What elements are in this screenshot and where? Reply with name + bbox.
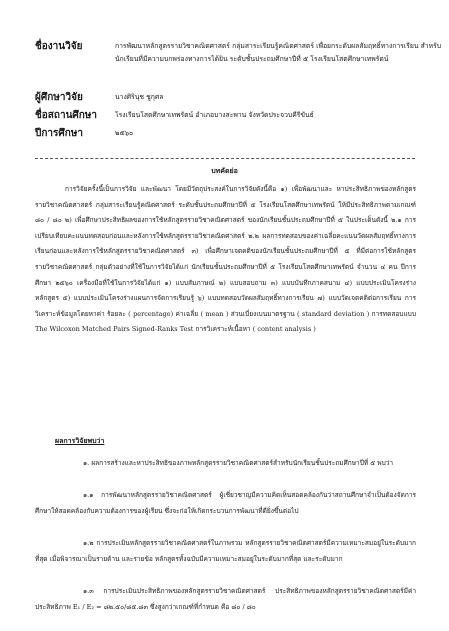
results-paragraph-1: ๑. ผลการสร้างและหาประสิทธิของภาพหลักสูตรรายวิชาคณิตศาสตร์สำหรับนักเรียนชั้นประถมศึกษาปีที่ ๕ พบว่า [83,459,394,467]
results-paragraph-1-1: ๑.๑ การพัฒนาหลักสูตรรายวิชาคณิตศาสตร์ ผู้เชี่ยวชาญมีความคิดเห็นสอดคล้องกันว่าสถานศึกษาจำเป็นต้องจัดการศึกษาให้สอดคล้องกับความต้องการของผู้เรียน ซึ่งจะก่อให้เกิดกระบวนการพัฒนาที่ดียิ่งขึ้นต่อไป [35,491,416,515]
school-value: โรงเรียนโสตศึกษาเทพรัตน์ อำเภอบางสะพาน จังหวัดประจวบคีรีขันธ์ [115,111,314,119]
title-value: การพัฒนาหลักสูตรรายวิชาคณิตศาสตร์ กลุ่มสาระเรียนรู้คณิตศาสตร์ เพื่อยกระดับผลสัมฤทธิ์ทางการเรียน สำหรับนักเรียนที่มีความบกพร่องทางการได้ยิน ระดับชั้นประถมศึกษาปีที่ ๕ โรงเรียนโสตศึกษาเทพรัตน์ [115,42,442,63]
title-label: ชื่องานวิจัย [35,41,83,52]
researcher-label: ผู้ศึกษาวิจัย [35,92,83,103]
abstract-paragraph-objectives: การวิจัยครั้งนี้เป็นการวิจัย และพัฒนา โดยมีวัตถุประสงค์ในการวิจัยดังนี้คือ ๑) เพื่อพัฒนาและ หาประสิทธิภาพของหลักสูตรรายวิชาคณิตศาสตร์ กลุ่มสาระเรียนรู้คณิตศาสตร์ ระดับชั้นประถมศึกษาปีที่ ๕ โรงเรียนโสตศึกษาเทพรัตน์ ให้มีประสิทธิภาพตามเกณฑ์ ๘๐ / ๘๐ ๒) เพื่อศึกษาประสิทธิผลของการใช้หลักสูตรรายวิชาคณิตศาสตร์ ของนักเรียนชั้นประถมศึกษาปีที่ ๕ ในประเด็นดังนี้ ๒.๑ การเปรียบเทียบคะแนนทดสอบก่อนและหลังการใช้หลักสูตรรายวิชาคณิตศาสตร์ ๒.๒ ผลการทดสอบของค่าเฉลี่ยคะแนนวัดผลสัมฤทธิ์ทางการเรียนก่อนและหลังการใช้หลักสูตรรายวิชาคณิตศาสตร์ ๓) เพื่อศึกษาเจตคติของนักเรียนชั้นประถมศึกษาปีที่ ๕ ที่มีต่อการใช้หลักสูตรรายวิชาคณิตศาสตร์ กลุ่มตัวอย่างที่ใช้ในการวิจัยได้แก่ นักเรียนชั้นประถมศึกษาปีที่ ๕ โรงเรียนโสตศึกษาเทพรัตน์ จำนวน ๔ คน ปีการศึกษา ๒๕๖๐ เครื่องมือที่ใช้ในการวิจัยได้แก่ ๑) แบบสัมภาษณ์ ๒) แบบสอบถาม ๓) แบบบันทึกภาคสนาม ๔) แบบประเมินโครงร่างหลักสูตร ๕) แบบประเมินโครงร่างแผนการจัดการเรียนรู้ ๖) แบบทดสอบวัดผลสัมฤทธิ์ทางการเรียน ๗) แบบวัดเจตคติต่อการเรียน การวิเคราะห์ข้อมูลโดยหาค่า ร้อยละ ( percentage) ค่าเฉลี่ย ( mean ) ส่วนเบี่ยงเบนมาตรฐาน ( standard deviation ) การทดสอบแบบ The Wilcoxon Matched Pairs Signed-Ranks Test การวิเคราะห์เนื้อหา ( content analysis ) [35,185,416,334]
school-label: ชื่อสถานศึกษา [35,110,98,121]
results-heading: ผลการวิจัยพบว่า [55,437,105,445]
year-label: ปีการศึกษา [35,128,83,139]
researcher-value: นางศิรินุช ชูกุศล [115,93,164,101]
results-paragraph-1-2: ๑.๒ การประเมินหลักสูตรรายวิชาคณิตศาสตร์ในภาพรวม หลักสูตรรายวิชาคณิตศาสตร์มีความเหมาะสมอยู่ในระดับมากที่สุด เมื่อพิจารณาเป็นรายด้าน และรายข้อ หลักสูตรทั้งฉบับมีความเหมาะสมอยู่ในระดับมากที่สุด และระดับมาก [35,539,416,563]
year-value: ๒๕๖๐ [115,129,134,137]
abstract-title: บทคัดย่อ [211,167,238,175]
results-paragraph-1-3: ๑.๓ การประเมินประสิทธิภาพของหลักสูตรรายวิชาคณิตศาสตร์ ประสิทธิภาพของหลักสูตรรายวิชาคณิตศาสตร์มีค่าประสิทธิภาพ E₁ / E₂ = ๘๒.๕๐/๘๕.๘๓ ซึ่งสูงกว่าเกณฑ์ที่กำหนด คือ ๘๐ / ๘๐ [35,587,416,611]
separator-line [35,158,415,159]
